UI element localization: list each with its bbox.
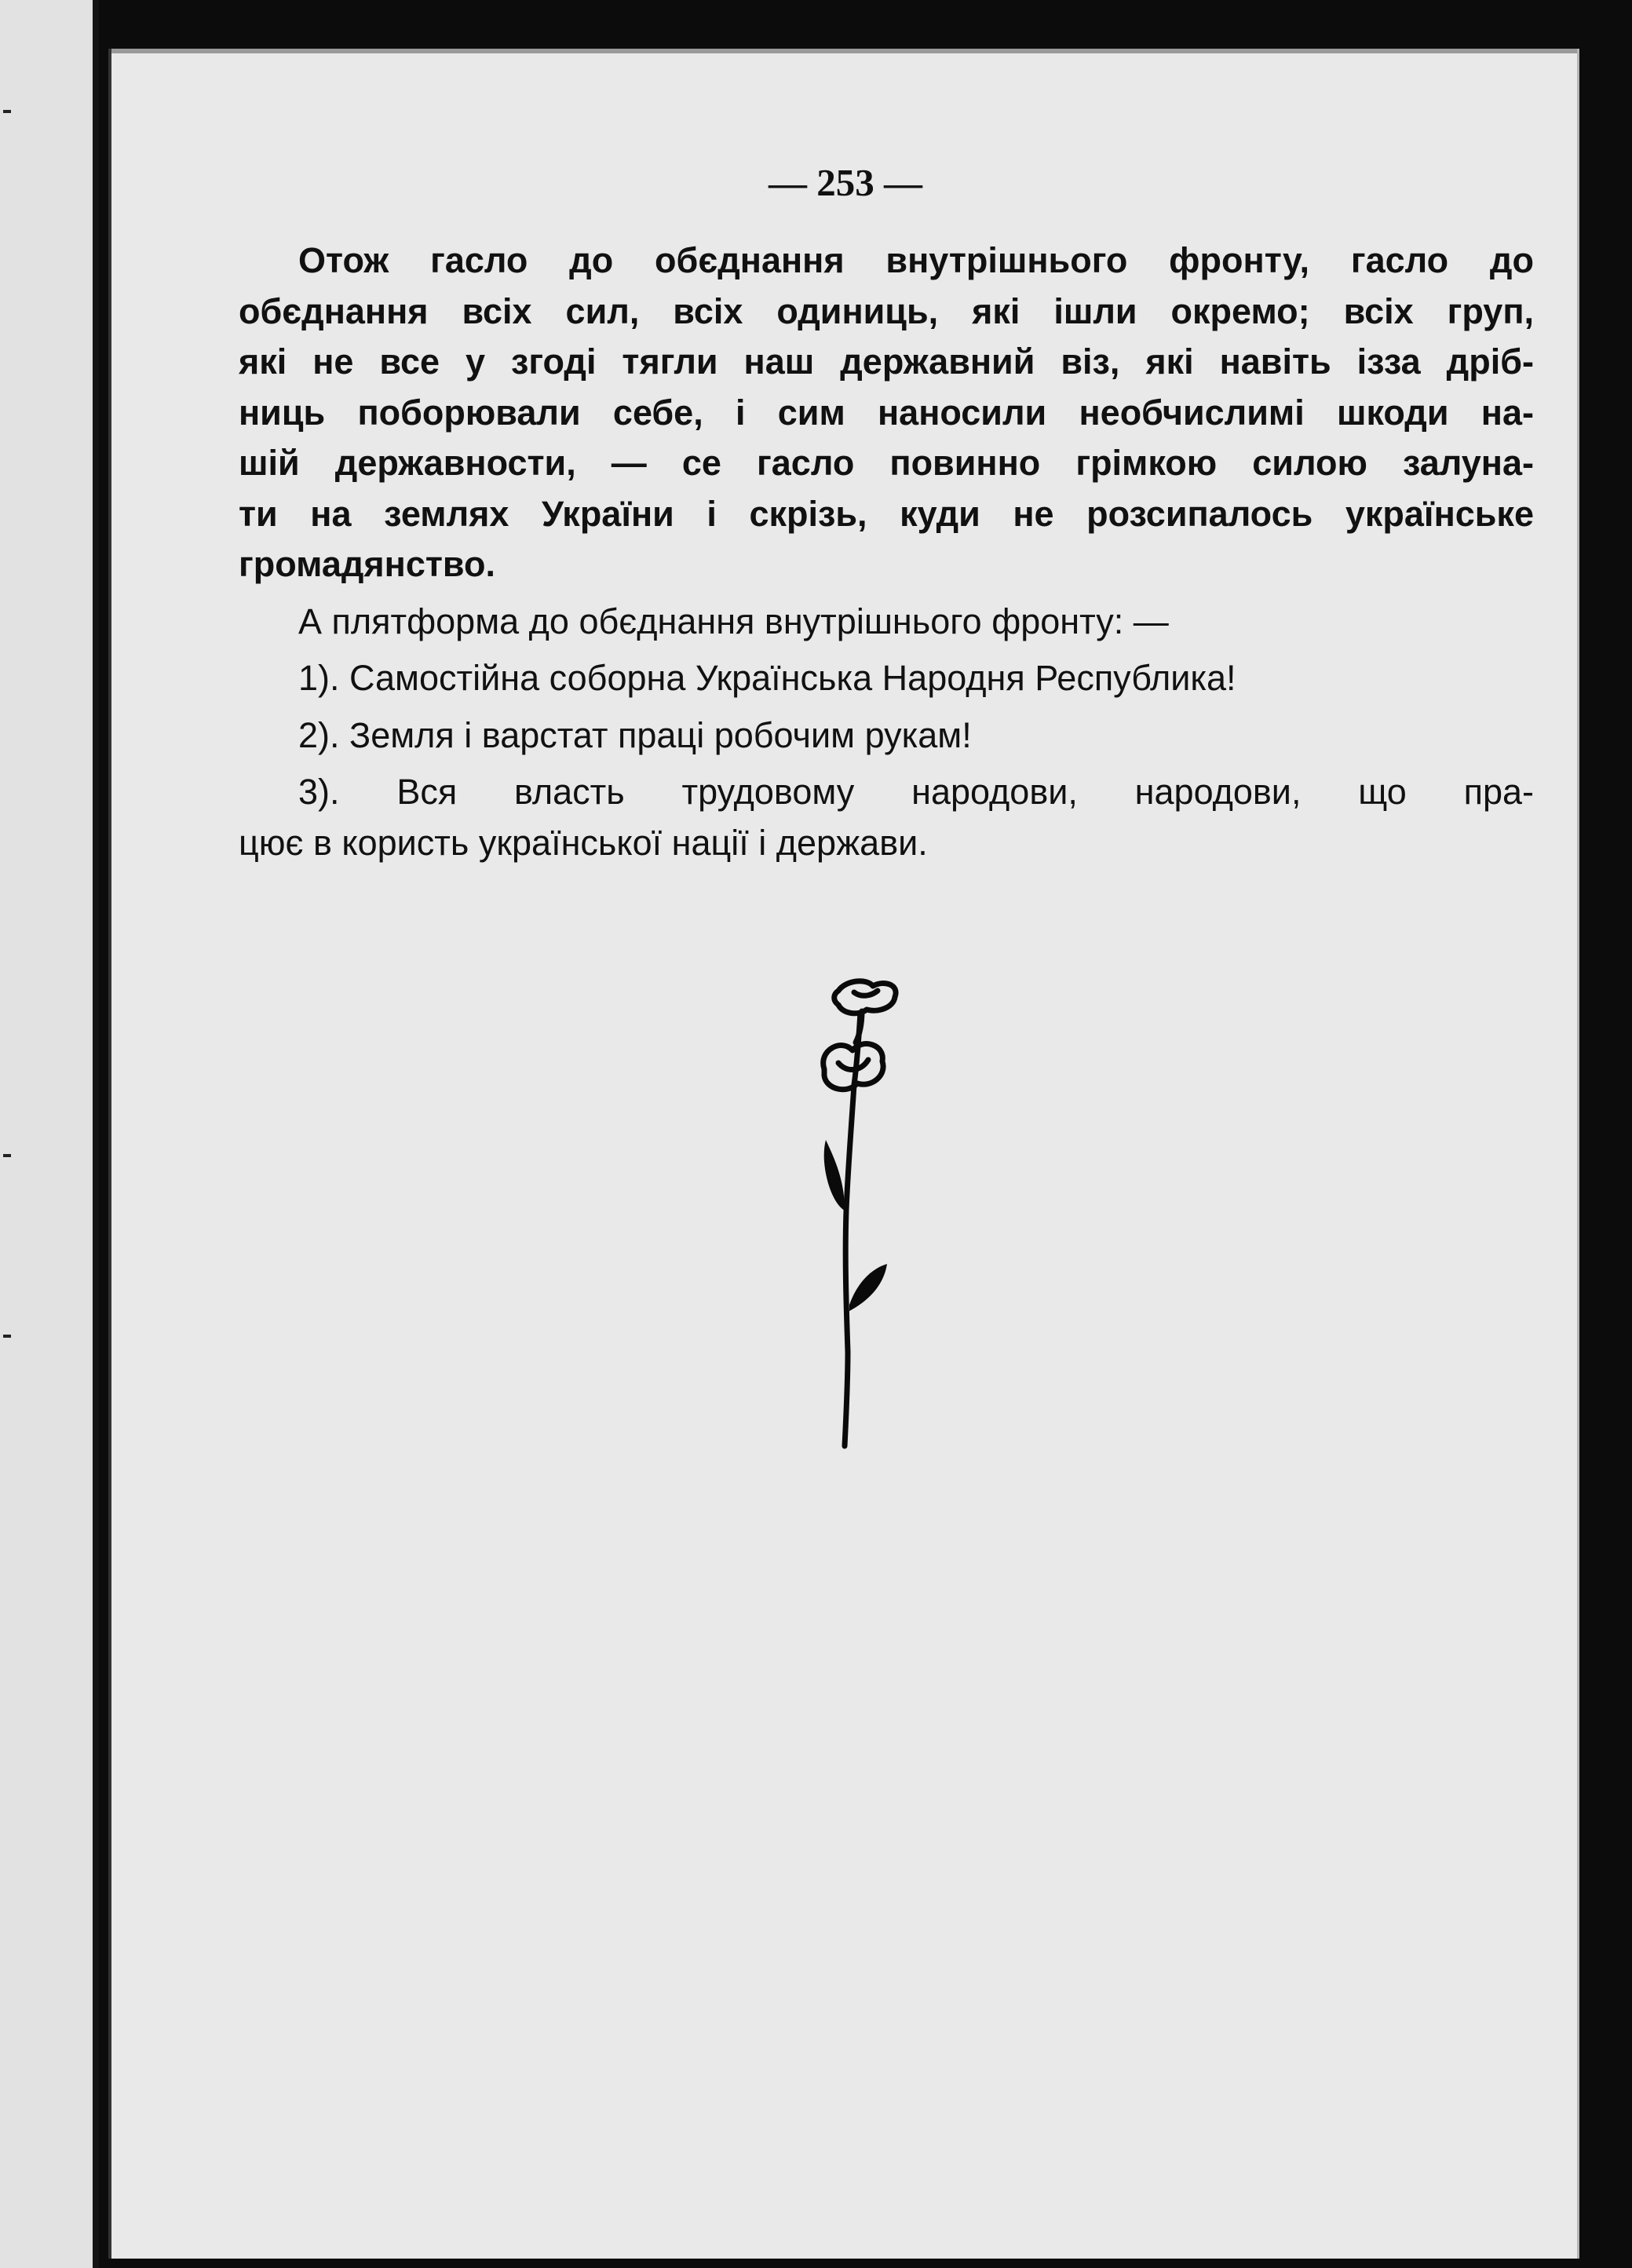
paragraph-line: які не все у згоді тягли наш державний віз, які навіть ізза дріб- [239,341,1534,382]
platform-point-3-continued: цює в користь української нації і держави. [239,822,928,863]
platform-point-2: 2). Земля і варстат праці робочим рукам! [298,714,972,755]
previous-page-edge [0,0,99,2268]
page-number: — 253 — [769,161,922,204]
paragraph-line: ти на землях України і скрізь, куди не розсипалось українське [239,493,1534,534]
platform-point-1: 1). Самостійна соборна Українська Народня Республика! [298,658,1236,698]
platform-point-3: 3). Вся власть трудовому народови, народови, що пра- [298,772,1534,812]
paragraph-line: шій державности, — се гасло повинно грімкою силою залуна- [239,443,1534,483]
page-top-edge [111,49,1579,53]
page-body [239,236,1534,868]
paragraph-line: обєднання всіх сил, всіх одиниць, які ішли окремо; всіх груп, [239,290,1534,331]
book-page [108,49,1579,2259]
paragraph-line: ниць поборювали себе, і сим наносили необчислимі шкоди на- [239,392,1534,433]
platform-intro: А плятформа до обєднання внутрішнього фронту: — [298,601,1169,641]
flower-icon [769,975,958,1462]
page-right-edge [1577,49,1579,2259]
paragraph-line: громадянство. [239,544,495,584]
paragraph-line: Отож гасло до обєднання внутрішнього фронту, гасло до [298,240,1534,280]
